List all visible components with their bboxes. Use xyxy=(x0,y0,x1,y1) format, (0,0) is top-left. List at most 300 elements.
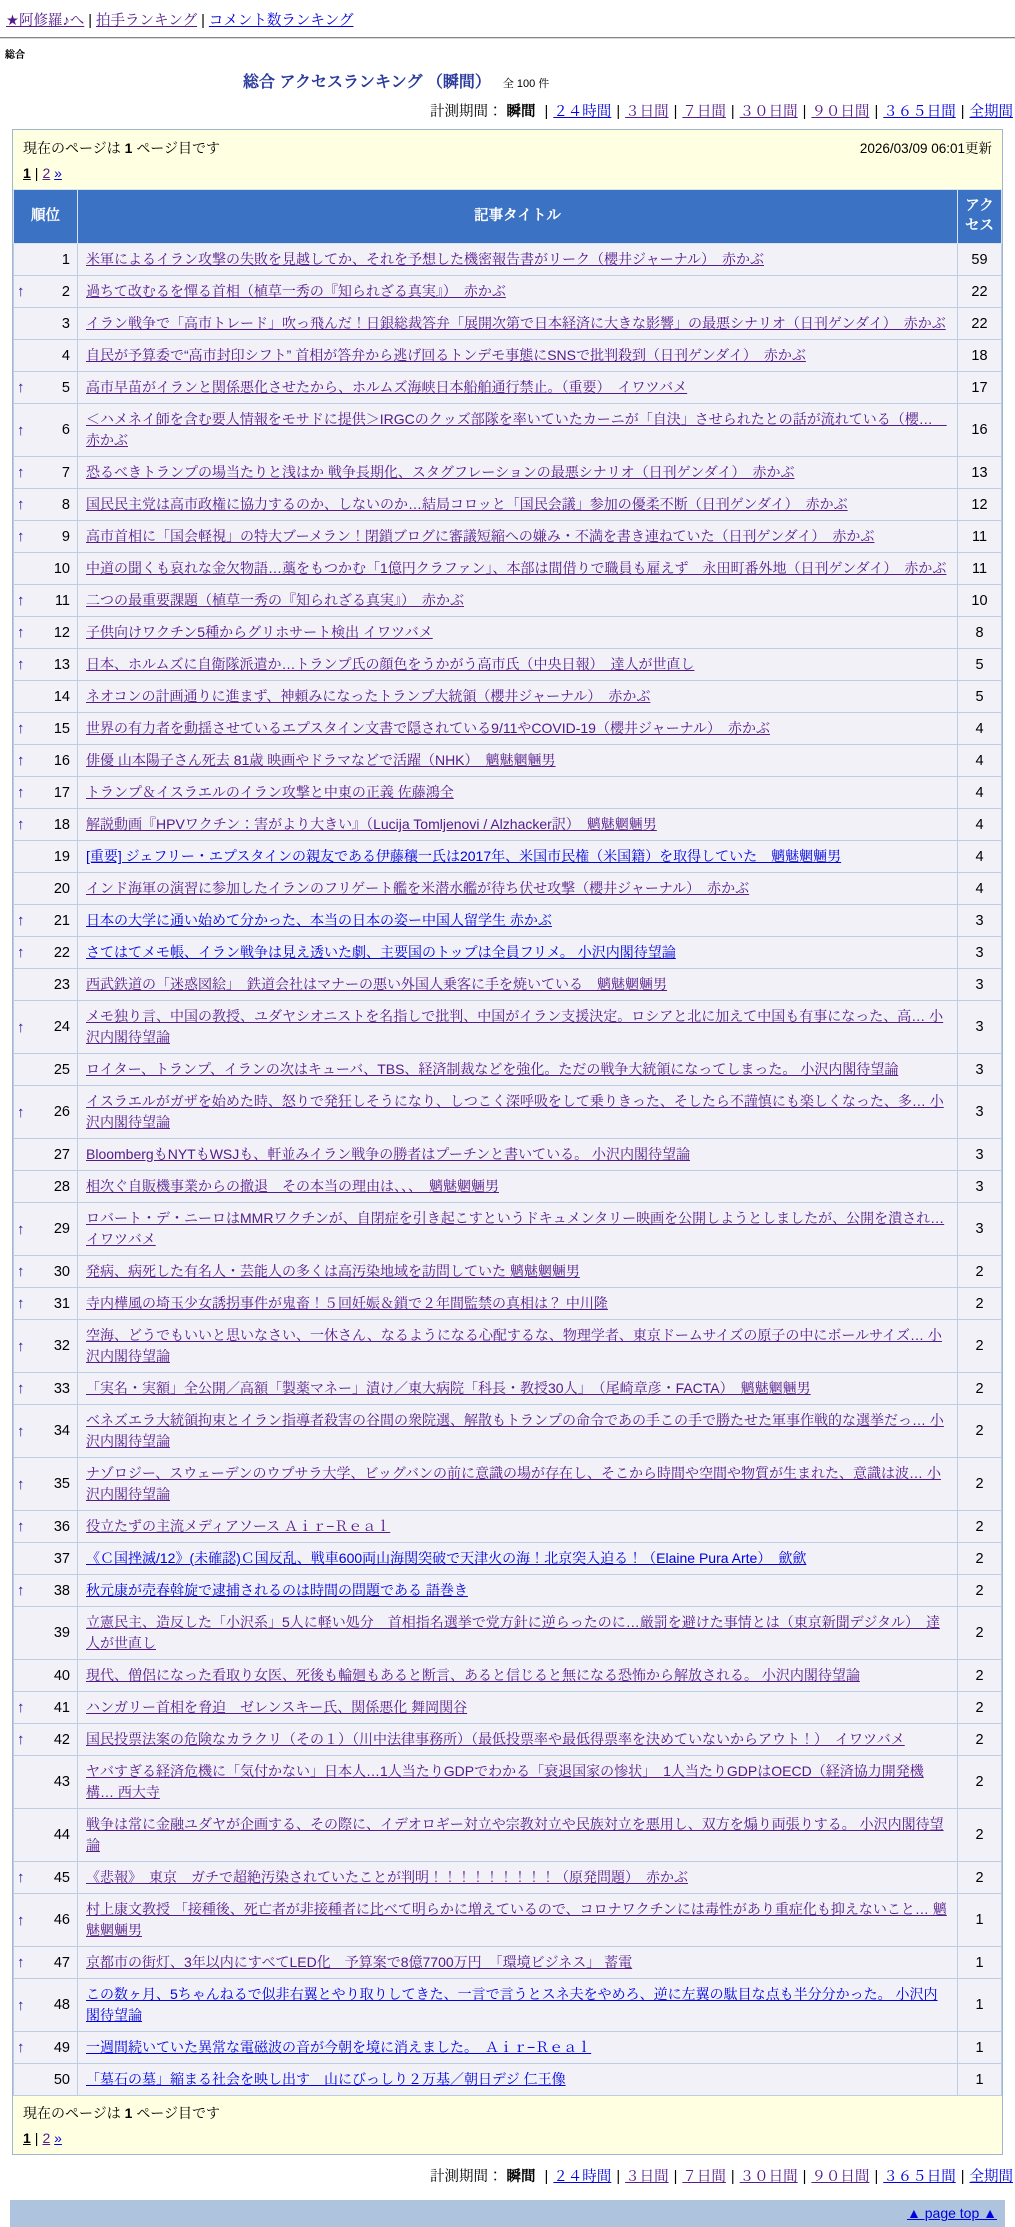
link-separator: | xyxy=(673,104,678,120)
pagination-current-page: 1 xyxy=(23,2130,31,2147)
rank-cell xyxy=(14,1894,78,1947)
title-cell xyxy=(78,1086,958,1139)
page-title-line xyxy=(243,69,1015,92)
up-arrow-icon: ↑ xyxy=(17,2039,25,2057)
link-separator: | xyxy=(88,13,93,29)
title-cell xyxy=(78,489,958,521)
link-separator: | xyxy=(34,2130,39,2147)
period-link[interactable]: ７日間 xyxy=(682,2169,726,2186)
title-cell xyxy=(78,681,958,713)
access-count: 2 xyxy=(958,1405,1002,1458)
table-row xyxy=(14,1320,1002,1373)
access-count: 8 xyxy=(958,617,1002,649)
rank-number: 26 xyxy=(53,1104,70,1121)
title-cell xyxy=(78,1543,958,1575)
table-row xyxy=(14,681,1002,713)
period-link[interactable]: 全期間 xyxy=(969,104,1013,120)
rank-number: 11 xyxy=(54,592,70,609)
pagination-link[interactable]: » xyxy=(54,2130,62,2147)
up-arrow-icon: ↑ xyxy=(17,1699,25,1717)
access-count: 4 xyxy=(958,777,1002,809)
article-link[interactable]: この数ヶ月、5ちゃんねるで似非右翼とやり取りしてきた、一言で言うとスネ夫をやめろ、逆に左翼の駄目な点も半分分かった。 小沢内閣待望論 xyxy=(86,1986,938,2024)
article-link[interactable]: 高市首相に「国会軽視」の特大ブーメラン！閉鎖ブログに審議短縮への嫌み・不満を書き連ねていた（日刊ゲンダイ） 赤かぶ xyxy=(86,528,875,545)
link-separator: | xyxy=(616,104,621,120)
table-row xyxy=(14,2064,1002,2096)
title-cell xyxy=(78,1405,958,1458)
access-count: 12 xyxy=(958,489,1002,521)
rank-cell xyxy=(14,1692,78,1724)
article-link[interactable]: ナゾロジー、スウェーデンのウプサラ大学、ビッグバンの前に意識の場が存在し、そこから時間や空間や物質が生まれた、意識は波… 小沢内閣待望論 xyxy=(86,1465,941,1503)
rank-number: 31 xyxy=(53,1295,70,1312)
access-count: 3 xyxy=(958,1001,1002,1054)
link-separator: | xyxy=(673,2169,678,2186)
article-link[interactable]: 二つの最重要課題（植草一秀の『知られざる真実』） 赤かぶ xyxy=(86,592,464,609)
rank-number: 15 xyxy=(53,720,70,737)
table-row xyxy=(14,457,1002,489)
rank-cell xyxy=(14,937,78,969)
article-link[interactable]: ロイター、トランプ、イランの次はキューバ、TBS、経済制裁などを強化。ただの戦争大統領になってしまった。 小沢内閣待望論 xyxy=(86,1061,899,1078)
pagination-link[interactable]: 2 xyxy=(42,2130,51,2147)
article-link[interactable]: 村上康文教授 「接種後、死亡者が非接種者に比べて明らかに増えているので、コロナワクチンには毒性があり重症化も抑えないこと… 魑魅魍魎男 xyxy=(86,1901,947,1939)
table-row xyxy=(14,585,1002,617)
rank-number: 44 xyxy=(53,1827,70,1844)
table-row xyxy=(14,1139,1002,1171)
table-row xyxy=(14,1607,1002,1660)
up-arrow-icon: ↑ xyxy=(17,528,25,546)
article-link[interactable]: 戦争は常に金融ユダヤが企画する、その際に、イデオロギー対立や宗教対立や民族対立を悪用し、双方を煽り両張りする。 小沢内閣待望論 xyxy=(86,1816,944,1854)
period-link[interactable]: ９０日間 xyxy=(811,2169,870,2186)
rank-number: 6 xyxy=(61,422,70,439)
rank-number: 41 xyxy=(53,1699,70,1716)
table-row xyxy=(14,489,1002,521)
article-link[interactable]: ハンガリー首相を脅迫 ゼレンスキー氏、関係悪化 舞岡関谷 xyxy=(86,1699,468,1716)
access-count: 2 xyxy=(958,1607,1002,1660)
rank-cell xyxy=(14,713,78,745)
table-row xyxy=(14,372,1002,404)
table-row xyxy=(14,1894,1002,1947)
link-separator: | xyxy=(201,13,205,29)
article-link[interactable]: 寺内樺風の埼玉少女誘拐事件が鬼畜！５回妊娠＆鎖で２年間監禁の真相は？ 中川隆 xyxy=(86,1295,608,1312)
col-header-rank: 順位 xyxy=(14,190,78,244)
access-count: 1 xyxy=(958,1894,1002,1947)
rank-number: 18 xyxy=(53,816,70,833)
up-arrow-icon: ↑ xyxy=(17,1911,25,1929)
article-link[interactable]: 西武鉄道の「迷惑図絵」 鉄道会社はマナーの悪い外国人乗客に手を焼いている 魑魅魍魎男 xyxy=(86,976,667,993)
current-page-text xyxy=(23,138,220,158)
link-separator: | xyxy=(960,2169,965,2186)
pagination xyxy=(23,2130,992,2146)
table-row xyxy=(14,1862,1002,1894)
rank-number: 49 xyxy=(53,2039,70,2056)
table-row xyxy=(14,1171,1002,1203)
title-cell xyxy=(78,1511,958,1543)
table-row xyxy=(14,937,1002,969)
rank-cell xyxy=(14,1256,78,1288)
period-link[interactable]: ３６５日間 xyxy=(883,2169,956,2186)
table-row xyxy=(14,1947,1002,1979)
title-cell xyxy=(78,1947,958,1979)
table-row xyxy=(14,617,1002,649)
title-cell xyxy=(78,1575,958,1607)
link-separator: | xyxy=(616,2169,621,2186)
title-cell xyxy=(78,457,958,489)
table-row xyxy=(14,521,1002,553)
article-link[interactable]: 日本、ホルムズに自衛隊派遣か…トランプ氏の顔色をうかがう高市氏（中央日報） 達人が世直し xyxy=(86,656,695,673)
up-arrow-icon: ↑ xyxy=(17,1018,25,1036)
up-arrow-icon: ↑ xyxy=(17,421,25,439)
period-link[interactable]: ３０日間 xyxy=(739,2169,798,2186)
ranking-table xyxy=(13,189,1002,2096)
article-link[interactable]: 相次ぐ自販機事業からの撤退 その本当の理由は、、、 魑魅魍魎男 xyxy=(86,1178,499,1195)
link-separator: | xyxy=(730,2169,735,2186)
title-cell xyxy=(78,1373,958,1405)
article-link[interactable]: 国民投票法案の危険なカラクリ（その１）（川中法律事務所）（最低投票率や最低得票率を決めていないからアウト！） イワツバメ xyxy=(86,1731,905,1748)
title-cell xyxy=(78,1001,958,1054)
title-cell xyxy=(78,521,958,553)
up-arrow-icon: ↑ xyxy=(17,1103,25,1121)
access-count: 2 xyxy=(958,1862,1002,1894)
rank-number: 30 xyxy=(53,1263,70,1280)
article-link[interactable]: 発病、病死した有名人・芸能人の多くは高汚染地域を訪問していた 魑魅魍魎男 xyxy=(86,1263,580,1280)
article-link[interactable]: 京都市の街灯、3年以内にすべてLED化 予算案で8億7700万円 「環境ビジネス」 蓄電 xyxy=(86,1954,633,1971)
access-count: 17 xyxy=(958,372,1002,404)
article-link[interactable]: 立憲民主、造反した「小沢系」5人に軽い処分 首相指名選挙で党方針に逆らったのに…厳罰を避けた事情とは（東京新聞デジタル） 達人が世直し xyxy=(86,1614,940,1652)
table-row xyxy=(14,1809,1002,1862)
link-separator: | xyxy=(34,165,39,181)
title-cell xyxy=(78,1894,958,1947)
pagination-link[interactable]: 2 xyxy=(42,165,51,181)
title-cell xyxy=(78,1862,958,1894)
access-count: 1 xyxy=(958,2064,1002,2096)
access-count: 2 xyxy=(958,1458,1002,1511)
access-count: 10 xyxy=(958,585,1002,617)
access-count: 3 xyxy=(958,1139,1002,1171)
table-row xyxy=(14,1756,1002,1809)
topbar-divider xyxy=(0,37,1015,39)
table-row xyxy=(14,745,1002,777)
rank-cell xyxy=(14,1458,78,1511)
ranking-table-head xyxy=(14,190,1002,244)
ranking-box xyxy=(12,129,1003,2155)
title-cell xyxy=(78,1607,958,1660)
article-link[interactable]: 現代、僧侶になった看取り女医、死後も輪廻もあると断言、あると信じると無になる恐怖から解放される。 小沢内閣待望論 xyxy=(86,1667,860,1684)
table-row xyxy=(14,244,1002,276)
rank-number: 46 xyxy=(53,1912,70,1929)
access-count: 2 xyxy=(958,1809,1002,1862)
topbar xyxy=(0,0,1015,33)
rank-number: 4 xyxy=(61,347,70,364)
up-arrow-icon: ↑ xyxy=(17,464,25,482)
article-link[interactable]: 米軍によるイラン攻撃の失敗を見越してか、それを予想した機密報告書がリーク（櫻井ジャーナル） 赤かぶ xyxy=(86,251,765,268)
access-count: 4 xyxy=(958,745,1002,777)
article-link[interactable]: 「実名・実額」全公開／高額「製薬マネー」漬け／東大病院「科長・教授30人」 （尾崎章彦・FACTA） 魑魅魍魎男 xyxy=(86,1380,811,1397)
rank-cell xyxy=(14,489,78,521)
article-link[interactable]: 恐るべきトランプの場当たりと浅はか 戦争長期化、スタグフレーションの最悪シナリオ（日刊ゲンダイ） 赤かぶ xyxy=(86,464,795,481)
period-link[interactable]: ３６５日間 xyxy=(883,104,956,120)
article-link[interactable]: ヤバすぎる経済危機に「気付かない」日本人…1人当たりGDPでわかる「衰退国家の惨状」 1人当たりGDPはOECD（経済協力開発機構… 西大寺 xyxy=(86,1763,924,1801)
title-cell xyxy=(78,1139,958,1171)
access-count: 4 xyxy=(958,713,1002,745)
period-link[interactable]: ９０日間 xyxy=(811,104,870,120)
article-link[interactable]: 自民が予算委で“高市封印シフト” 首相が答弁から逃げ回るトンデモ事態にSNSで批判殺到（日刊ゲンダイ） 赤かぶ xyxy=(86,347,806,364)
table-row xyxy=(14,1054,1002,1086)
access-count: 3 xyxy=(958,1086,1002,1139)
period-row-bottom xyxy=(0,2165,1013,2186)
up-arrow-icon: ↑ xyxy=(17,496,25,514)
title-cell xyxy=(78,1756,958,1809)
rank-cell xyxy=(14,1809,78,1862)
article-link[interactable]: 《悲報》 東京 ガチで超絶汚染されていたことが判明！！！！！！！！！（原発問題） 赤かぶ xyxy=(86,1869,688,1886)
title-cell xyxy=(78,244,958,276)
title-cell xyxy=(78,905,958,937)
article-link[interactable]: ロバート・デ・ニーロはMMRワクチンが、自閉症を引き起こすというドキュメンタリー映画を公開しようとしましたが、公開を潰され… イワツバメ xyxy=(86,1210,945,1248)
col-header-title: 記事タイトル xyxy=(78,190,958,244)
ranking-table-body xyxy=(14,244,1002,2096)
table-row xyxy=(14,1511,1002,1543)
rank-cell xyxy=(14,1203,78,1256)
title-cell xyxy=(78,1660,958,1692)
period-link[interactable]: ３日間 xyxy=(625,2169,669,2186)
table-row xyxy=(14,809,1002,841)
rank-cell xyxy=(14,521,78,553)
table-row xyxy=(14,340,1002,372)
title-cell xyxy=(78,617,958,649)
rank-cell xyxy=(14,1171,78,1203)
rank-number: 36 xyxy=(53,1518,70,1535)
period-label: 計測期間： xyxy=(429,2169,503,2186)
up-arrow-icon: ↑ xyxy=(17,816,25,834)
rank-number: 1 xyxy=(61,251,70,268)
article-link[interactable]: 国民民主党は高市政権に協力するのか、しないのか…結局コロッと「国民会議」参加の優柔不断（日刊ゲンダイ） 赤かぶ xyxy=(86,496,848,513)
rank-number: 16 xyxy=(53,752,70,769)
period-link[interactable]: ２４時間 xyxy=(553,104,612,120)
title-cell xyxy=(78,1692,958,1724)
article-link[interactable]: 「墓石の墓」縮まる社会を映し出す 山にびっしり２万基／朝日デジ 仁王像 xyxy=(86,2071,566,2088)
title-cell xyxy=(78,276,958,308)
period-link[interactable]: 全期間 xyxy=(969,2169,1013,2186)
rank-cell xyxy=(14,681,78,713)
page-top-link[interactable]: ▲ page top ▲ xyxy=(907,2205,997,2222)
rank-cell xyxy=(14,308,78,340)
table-row xyxy=(14,905,1002,937)
period-link[interactable]: ３日間 xyxy=(625,104,669,120)
topbar-link[interactable]: ★阿修羅♪へ xyxy=(6,13,85,29)
title-cell xyxy=(78,841,958,873)
up-arrow-icon: ↑ xyxy=(17,1220,25,1238)
table-row xyxy=(14,1692,1002,1724)
rank-number: 22 xyxy=(53,944,70,961)
link-separator: | xyxy=(874,104,879,120)
rank-cell xyxy=(14,1373,78,1405)
page-info-bottom xyxy=(13,2096,1002,2154)
table-row xyxy=(14,777,1002,809)
rank-cell xyxy=(14,1511,78,1543)
rank-number: 32 xyxy=(53,1338,70,1355)
access-count: 2 xyxy=(958,1756,1002,1809)
rank-number: 28 xyxy=(53,1178,70,1195)
page-info-top xyxy=(13,130,1002,189)
link-separator: | xyxy=(874,2169,879,2186)
rank-cell xyxy=(14,841,78,873)
rank-cell xyxy=(14,1862,78,1894)
article-link[interactable]: ＜ハメネイ師を含む要人情報をモサドに提供＞IRGCのクッズ部隊を率いていたカーニが「自決」させられたとの話が流れている（櫻… 赤かぶ xyxy=(86,411,947,449)
up-arrow-icon: ↑ xyxy=(17,1518,25,1536)
access-count: 3 xyxy=(958,905,1002,937)
article-link[interactable]: BloombergもNYTもWSJも、軒並みイラン戦争の勝者はプーチンと書いている。 小沢内閣待望論 xyxy=(86,1146,691,1163)
period-link[interactable]: ３０日間 xyxy=(739,104,798,120)
article-link[interactable]: さてはてメモ帳、イラン戦争は見え透いた劇、主要国のトップは全員フリメ。 小沢内閣待望論 xyxy=(86,944,676,961)
rank-number: 33 xyxy=(53,1380,70,1397)
article-link[interactable]: ネオコンの計画通りに進まず、神頼みになったトランプ大統領（櫻井ジャーナル） 赤かぶ xyxy=(86,688,651,705)
access-count: 18 xyxy=(958,340,1002,372)
up-arrow-icon: ↑ xyxy=(17,1380,25,1398)
category-label: 総合 xyxy=(5,50,25,61)
article-link[interactable]: イスラエルがガザを始めた時、怒りで発狂しそうになり、しつこく深呼吸をして乗りきった、そしたら不謹慎にも楽しくなった、多… 小沢内閣待望論 xyxy=(86,1093,944,1131)
rank-cell xyxy=(14,1086,78,1139)
up-arrow-icon: ↑ xyxy=(17,784,25,802)
period-links xyxy=(540,104,1013,120)
up-arrow-icon: ↑ xyxy=(17,912,25,930)
article-link[interactable]: 過ちて改むるを憚る首相（植草一秀の『知られざる真実』） 赤かぶ xyxy=(86,283,506,300)
title-cell xyxy=(78,372,958,404)
article-link[interactable]: 中道の聞くも哀れな金欠物語…藁をもつかむ「1億円クラファン」、本部は間借りで職員も雇えず 永田町番外地（日刊ゲンダイ） 赤かぶ xyxy=(86,560,947,577)
article-link[interactable]: [重要] ジェフリー・エプスタインの親友である伊藤穰一氏は2017年、米国市民権（米国籍）を取得していた 魑魅魍魎男 xyxy=(86,848,842,865)
access-count: 3 xyxy=(958,969,1002,1001)
rank-number: 19 xyxy=(53,848,70,865)
up-arrow-icon: ↑ xyxy=(17,1475,25,1493)
article-link[interactable]: 解説動画『HPVワクチン：害がより大きい』（Lucija Tomljenovi / Alzhacker訳） 魑魅魍魎男 xyxy=(86,816,657,833)
link-separator: | xyxy=(802,2169,807,2186)
up-arrow-icon: ↑ xyxy=(17,720,25,738)
table-row xyxy=(14,1256,1002,1288)
title-cell xyxy=(78,1203,958,1256)
article-link[interactable]: 《Ｃ国挫滅/12》(未確認)Ｃ国反乱、戦車600両山海関突破で天津火の海！北京突入迫る！（Elaine Pura Arte） 歛歛 xyxy=(86,1550,807,1567)
up-arrow-icon: ↑ xyxy=(17,1295,25,1313)
rank-number: 42 xyxy=(53,1731,70,1748)
article-link[interactable]: イラン戦争で「高市トレード」吹っ飛んだ！日銀総裁答弁「展開次第で日本経済に大きな影響」の最悪シナリオ（日刊ゲンダイ） 赤かぶ xyxy=(86,315,946,332)
period-links xyxy=(540,2169,1013,2185)
rank-number: 47 xyxy=(53,1954,70,1971)
article-link[interactable]: メモ独り言、中国の教授、ユダヤシオニストを名指しで批判、中国がイラン支援決定。ロシアと北に加えて中国も有事になった、高… 小沢内閣待望論 xyxy=(86,1008,944,1046)
rank-cell xyxy=(14,1320,78,1373)
title-cell xyxy=(78,1979,958,2032)
article-link[interactable]: 俳優 山本陽子さん死去 81歳 映画やドラマなどで活躍（NHK） 魑魅魍魎男 xyxy=(86,752,556,769)
article-link[interactable]: 一週間続いていた異常な電磁波の音が今朝を境に消えました。 Ａｉｒ−Ｒｅａｌ xyxy=(86,2039,592,2056)
link-separator: | xyxy=(730,104,735,120)
period-label: 計測期間： xyxy=(429,104,503,120)
rank-cell xyxy=(14,2032,78,2064)
access-count: 11 xyxy=(958,553,1002,585)
rank-number: 8 xyxy=(61,496,70,513)
article-link[interactable]: 空海、どうでもいいと思いなさい、一休さん、なるようになる心配するな、物理学者、東京ドームサイズの原子の中にボールサイズ… 小沢内閣待望論 xyxy=(86,1327,942,1365)
rank-cell xyxy=(14,276,78,308)
title-cell xyxy=(78,873,958,905)
page-text-suffix: ページ目です xyxy=(136,140,221,156)
topbar-link[interactable]: コメント数ランキング xyxy=(208,13,354,29)
article-link[interactable]: 子供向けワクチン5種からグリホサート検出 イワツバメ xyxy=(86,624,433,641)
page-number: 1 xyxy=(124,140,133,156)
title-cell xyxy=(78,969,958,1001)
access-count: 59 xyxy=(958,244,1002,276)
access-count: 16 xyxy=(958,404,1002,457)
article-link[interactable]: トランプ＆イスラエルのイラン攻撃と中東の正義 佐藤鴻全 xyxy=(86,784,454,801)
rank-number: 2 xyxy=(61,283,70,300)
rank-cell xyxy=(14,1660,78,1692)
access-count: 2 xyxy=(958,1373,1002,1405)
title-cell xyxy=(78,340,958,372)
link-separator: | xyxy=(544,2169,549,2186)
link-separator: | xyxy=(960,104,965,120)
rank-number: 9 xyxy=(61,528,70,545)
rank-number: 37 xyxy=(53,1550,70,1567)
access-count: 2 xyxy=(958,1320,1002,1373)
period-link[interactable]: ２４時間 xyxy=(553,2169,612,2186)
rank-cell xyxy=(14,372,78,404)
rank-number: 27 xyxy=(53,1146,70,1163)
rank-cell xyxy=(14,2064,78,2096)
article-link[interactable]: インド海軍の演習に参加したイランのフリゲート艦を米潜水艦が待ち伏せ攻撃（櫻井ジャーナル） 赤かぶ xyxy=(86,880,750,897)
rank-cell xyxy=(14,457,78,489)
col-header-access: アクセス xyxy=(958,190,1002,244)
rank-cell xyxy=(14,1979,78,2032)
title-cell xyxy=(78,1256,958,1288)
table-row xyxy=(14,873,1002,905)
period-current: 瞬間 xyxy=(506,2169,536,2186)
up-arrow-icon: ↑ xyxy=(17,624,25,642)
up-arrow-icon: ↑ xyxy=(17,1582,25,1600)
pagination-link[interactable]: » xyxy=(54,165,62,181)
pagination-current-page: 1 xyxy=(23,165,31,181)
access-count: 3 xyxy=(958,937,1002,969)
footer-bar xyxy=(10,2200,1005,2227)
table-row xyxy=(14,1660,1002,1692)
page-text-prefix: 現在のページは xyxy=(23,140,121,156)
topbar-link[interactable]: 拍手ランキング xyxy=(96,13,198,29)
article-link[interactable]: 役立たずの主流メディアソース Ａｉｒ−Ｒｅａｌ xyxy=(86,1518,391,1535)
rank-cell xyxy=(14,553,78,585)
access-count: 2 xyxy=(958,1511,1002,1543)
table-row xyxy=(14,1724,1002,1756)
rank-number: 7 xyxy=(61,464,70,481)
title-cell xyxy=(78,1288,958,1320)
title-cell xyxy=(78,1809,958,1862)
rank-cell xyxy=(14,1724,78,1756)
access-count: 22 xyxy=(958,308,1002,340)
rank-cell xyxy=(14,585,78,617)
access-count: 2 xyxy=(958,1660,1002,1692)
period-link[interactable]: ７日間 xyxy=(682,104,726,120)
title-cell xyxy=(78,809,958,841)
title-cell xyxy=(78,1171,958,1203)
table-row xyxy=(14,713,1002,745)
table-row xyxy=(14,969,1002,1001)
article-link[interactable]: ベネズエラ大統領拘束とイラン指導者殺害の谷間の衆院選、解散もトランプの命令であの手この手で勝たせた軍事作戦的な選挙だっ… 小沢内閣待望論 xyxy=(86,1412,944,1450)
title-cell xyxy=(78,308,958,340)
rank-number: 10 xyxy=(53,560,70,577)
access-count: 4 xyxy=(958,809,1002,841)
article-link[interactable]: 世界の有力者を動揺させているエプスタイン文書で隠されている9/11やCOVID-19（櫻井ジャーナル） 赤かぶ xyxy=(86,720,770,737)
article-link[interactable]: 秋元康が売春斡旋で逮捕されるのは時間の問題である 語巻き xyxy=(86,1582,468,1599)
access-count: 22 xyxy=(958,276,1002,308)
page-text-suffix: ページ目です xyxy=(136,2105,221,2122)
access-count: 13 xyxy=(958,457,1002,489)
title-cell xyxy=(78,1320,958,1373)
rank-cell xyxy=(14,1575,78,1607)
article-link[interactable]: 日本の大学に通い始めて分かった、本当の日本の姿ー中国人留学生 赤かぶ xyxy=(86,912,552,929)
article-link[interactable]: 高市早苗がイランと関係悪化させたから、ホルムズ海峡日本船舶通行禁止。（重要） イワツバメ xyxy=(86,379,688,396)
access-count: 5 xyxy=(958,649,1002,681)
access-count: 2 xyxy=(958,1724,1002,1756)
